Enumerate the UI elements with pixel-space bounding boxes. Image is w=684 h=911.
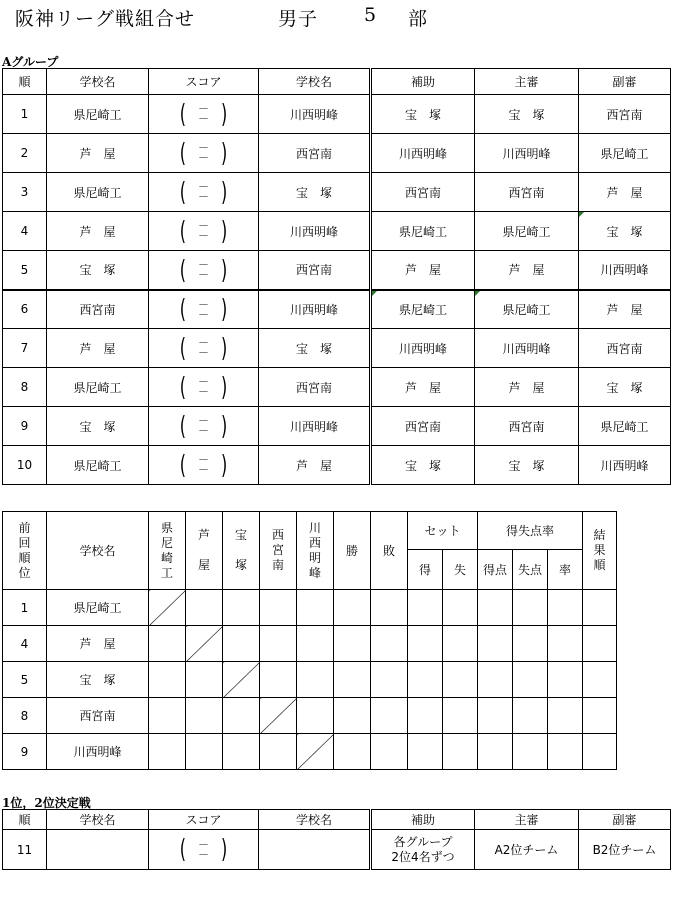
result-cell[interactable] bbox=[548, 698, 583, 734]
header-win: 勝 bbox=[334, 512, 371, 590]
score-dash: － － bbox=[198, 297, 209, 321]
match-row bbox=[3, 290, 671, 329]
result-cell[interactable] bbox=[260, 734, 297, 770]
result-cell[interactable] bbox=[443, 734, 478, 770]
school-b: 川西明峰 bbox=[259, 290, 371, 329]
header-points-lost: 失点 bbox=[513, 550, 548, 590]
sub-referee-school: 西宮南 bbox=[579, 329, 671, 368]
result-cell[interactable] bbox=[334, 734, 371, 770]
header-result-text: 結 果 順 bbox=[593, 528, 606, 572]
left-paren-icon: ( bbox=[179, 449, 186, 480]
school-a: 西宮南 bbox=[47, 290, 149, 329]
score-cell[interactable] bbox=[149, 290, 259, 329]
result-cell[interactable] bbox=[297, 590, 334, 626]
result-cell[interactable] bbox=[478, 734, 513, 770]
score-dash: － － bbox=[198, 375, 209, 399]
referee-school: 川西明峰 bbox=[475, 329, 579, 368]
result-cell[interactable] bbox=[260, 626, 297, 662]
school-name: 宝 塚 bbox=[47, 662, 149, 698]
referee-school: 芦 屋 bbox=[475, 368, 579, 407]
final-header-referee: 主審 bbox=[475, 810, 579, 830]
result-cell[interactable] bbox=[260, 590, 297, 626]
right-paren-icon: ) bbox=[221, 137, 228, 168]
score-cell[interactable] bbox=[149, 251, 259, 290]
result-cell[interactable] bbox=[443, 698, 478, 734]
result-cell[interactable] bbox=[548, 662, 583, 698]
school-b: 宝 塚 bbox=[259, 329, 371, 368]
school-a: 宝 塚 bbox=[47, 407, 149, 446]
sub-referee-school: 宝 塚 bbox=[579, 212, 671, 251]
match-row bbox=[3, 95, 671, 134]
header-set-won: 得 bbox=[408, 550, 443, 590]
match-no: 9 bbox=[3, 407, 47, 446]
result-cell[interactable] bbox=[408, 734, 443, 770]
match-no: 10 bbox=[3, 446, 47, 485]
prev-rank: 8 bbox=[3, 698, 47, 734]
score-dash: － － bbox=[198, 219, 209, 243]
result-cell[interactable] bbox=[513, 698, 548, 734]
standings-row bbox=[3, 626, 617, 662]
match-row bbox=[3, 173, 671, 212]
sub-referee-school: 芦 屋 bbox=[579, 173, 671, 212]
opponent-header-text: 西 宮 南 bbox=[271, 528, 284, 572]
assist-school: 西宮南 bbox=[371, 173, 475, 212]
final-header-assist: 補助 bbox=[371, 810, 475, 830]
header-ratio: 率 bbox=[548, 550, 583, 590]
school-b: 川西明峰 bbox=[259, 95, 371, 134]
match-no: 5 bbox=[3, 251, 47, 290]
prev-rank: 9 bbox=[3, 734, 47, 770]
left-paren-icon: ( bbox=[179, 137, 186, 168]
standings-row bbox=[3, 590, 617, 626]
result-cell[interactable] bbox=[478, 662, 513, 698]
school-a: 県尼崎工 bbox=[47, 173, 149, 212]
result-cell[interactable] bbox=[513, 662, 548, 698]
assist-school: 川西明峰 bbox=[371, 134, 475, 173]
left-paren-icon: ( bbox=[179, 176, 186, 207]
final-header-school-b: 学校名 bbox=[259, 810, 371, 830]
result-cell[interactable] bbox=[513, 734, 548, 770]
result-cell[interactable] bbox=[334, 590, 371, 626]
score-dash: － － bbox=[198, 414, 209, 438]
result-cell[interactable] bbox=[371, 662, 408, 698]
header-points-won: 得点 bbox=[478, 550, 513, 590]
right-paren-icon: ) bbox=[221, 410, 228, 441]
result-cell[interactable] bbox=[443, 626, 478, 662]
school-b: 西宮南 bbox=[259, 251, 371, 290]
left-paren-icon: ( bbox=[179, 371, 186, 402]
match-no: 3 bbox=[3, 173, 47, 212]
referee-school: 西宮南 bbox=[475, 407, 579, 446]
result-cell[interactable] bbox=[297, 698, 334, 734]
match-no: 1 bbox=[3, 95, 47, 134]
final-schedule-table bbox=[2, 809, 671, 870]
header-opp-3 bbox=[223, 512, 260, 590]
division-label: 男子 bbox=[278, 8, 319, 30]
final-match-no: 11 bbox=[3, 830, 47, 870]
match-row bbox=[3, 368, 671, 407]
standings-header-row-1 bbox=[3, 512, 617, 550]
self-match-diagonal bbox=[186, 626, 223, 662]
school-b: 川西明峰 bbox=[259, 212, 371, 251]
left-paren-icon: ( bbox=[179, 98, 186, 129]
school-a: 宝 塚 bbox=[47, 251, 149, 290]
school-name: 西宮南 bbox=[47, 698, 149, 734]
result-cell[interactable] bbox=[583, 734, 617, 770]
final-assist-text: 各グループ 2位4名ずつ bbox=[391, 834, 455, 864]
header-set-lost: 失 bbox=[443, 550, 478, 590]
match-no: 4 bbox=[3, 212, 47, 251]
school-name: 県尼崎工 bbox=[47, 590, 149, 626]
sub-referee-school: 川西明峰 bbox=[579, 251, 671, 290]
referee-school: 西宮南 bbox=[475, 173, 579, 212]
result-cell[interactable] bbox=[408, 626, 443, 662]
final-school-a-cell[interactable] bbox=[47, 830, 149, 870]
match-no: 7 bbox=[3, 329, 47, 368]
opponent-header-text: 宝 塚 bbox=[234, 528, 247, 572]
header-prev-rank bbox=[3, 512, 47, 590]
result-cell[interactable] bbox=[548, 590, 583, 626]
right-paren-icon: ) bbox=[221, 371, 228, 402]
match-no: 2 bbox=[3, 134, 47, 173]
referee-school: 県尼崎工 bbox=[475, 290, 579, 329]
score-cell[interactable] bbox=[149, 407, 259, 446]
header-result bbox=[583, 512, 617, 590]
division-number: 5 bbox=[364, 4, 378, 26]
school-b: 西宮南 bbox=[259, 368, 371, 407]
sub-referee-school: 宝 塚 bbox=[579, 368, 671, 407]
left-paren-icon: ( bbox=[179, 215, 186, 246]
final-assist bbox=[371, 830, 475, 870]
score-cell[interactable] bbox=[149, 134, 259, 173]
group-a-label: Aグループ bbox=[2, 55, 59, 69]
result-cell[interactable] bbox=[334, 626, 371, 662]
standings-row bbox=[3, 698, 617, 734]
result-cell[interactable] bbox=[223, 590, 260, 626]
group-a-schedule-table bbox=[2, 68, 671, 485]
result-cell[interactable] bbox=[149, 662, 186, 698]
referee-school: 宝 塚 bbox=[475, 95, 579, 134]
header-school-a: 学校名 bbox=[47, 69, 149, 95]
score-cell[interactable] bbox=[149, 173, 259, 212]
result-cell[interactable] bbox=[478, 698, 513, 734]
result-cell[interactable] bbox=[583, 662, 617, 698]
right-paren-icon: ) bbox=[221, 332, 228, 363]
group-a-header-row bbox=[3, 69, 671, 95]
final-sub-referee: B2位チーム bbox=[579, 830, 671, 870]
result-cell[interactable] bbox=[478, 626, 513, 662]
opponent-header-text: 芦 屋 bbox=[197, 528, 210, 572]
header-referee: 主審 bbox=[475, 69, 579, 95]
result-cell[interactable] bbox=[583, 626, 617, 662]
left-paren-icon: ( bbox=[179, 253, 186, 285]
assist-school: 芦 屋 bbox=[371, 251, 475, 290]
result-cell[interactable] bbox=[513, 590, 548, 626]
result-cell[interactable] bbox=[548, 734, 583, 770]
result-cell[interactable] bbox=[583, 698, 617, 734]
header-school-b: 学校名 bbox=[259, 69, 371, 95]
assist-school: 宝 塚 bbox=[371, 446, 475, 485]
school-a: 芦 屋 bbox=[47, 134, 149, 173]
self-match-diagonal bbox=[260, 698, 297, 734]
score-dash: － － bbox=[198, 336, 209, 360]
final-match-row bbox=[3, 830, 671, 870]
match-row bbox=[3, 134, 671, 173]
result-cell[interactable] bbox=[408, 590, 443, 626]
school-a: 県尼崎工 bbox=[47, 368, 149, 407]
right-paren-icon: ) bbox=[221, 293, 228, 324]
final-header-school-a: 学校名 bbox=[47, 810, 149, 830]
header-set: セット bbox=[408, 512, 478, 550]
sub-referee-school: 県尼崎工 bbox=[579, 407, 671, 446]
right-paren-icon: ) bbox=[221, 98, 228, 129]
school-a: 県尼崎工 bbox=[47, 95, 149, 134]
score-dash: － － bbox=[198, 141, 209, 165]
right-paren-icon: ) bbox=[221, 833, 228, 864]
result-cell[interactable] bbox=[371, 626, 408, 662]
school-name: 川西明峰 bbox=[47, 734, 149, 770]
match-row bbox=[3, 407, 671, 446]
score-dash: － － bbox=[198, 102, 209, 126]
opponent-header-text: 川 西 明 峰 bbox=[308, 520, 321, 580]
result-cell[interactable] bbox=[186, 662, 223, 698]
score-cell[interactable] bbox=[149, 212, 259, 251]
referee-school: 宝 塚 bbox=[475, 446, 579, 485]
assist-school: 西宮南 bbox=[371, 407, 475, 446]
sub-referee-school: 県尼崎工 bbox=[579, 134, 671, 173]
school-name: 芦 屋 bbox=[47, 626, 149, 662]
school-b: 芦 屋 bbox=[259, 446, 371, 485]
school-a: 芦 屋 bbox=[47, 329, 149, 368]
result-cell[interactable] bbox=[149, 626, 186, 662]
result-cell[interactable] bbox=[443, 662, 478, 698]
left-paren-icon: ( bbox=[179, 410, 186, 441]
school-a: 県尼崎工 bbox=[47, 446, 149, 485]
final-header-sub-referee: 副審 bbox=[579, 810, 671, 830]
header-opp-2 bbox=[186, 512, 223, 590]
result-cell[interactable] bbox=[149, 734, 186, 770]
match-row bbox=[3, 446, 671, 485]
header-points-ratio: 得失点率 bbox=[478, 512, 583, 550]
referee-school: 川西明峰 bbox=[475, 134, 579, 173]
standings-row bbox=[3, 734, 617, 770]
final-header-no: 順 bbox=[3, 810, 47, 830]
score-dash: － － bbox=[198, 258, 209, 281]
final-score-cell[interactable] bbox=[149, 830, 259, 870]
prev-rank: 4 bbox=[3, 626, 47, 662]
result-cell[interactable] bbox=[297, 626, 334, 662]
match-no: 6 bbox=[3, 290, 47, 329]
score-cell[interactable] bbox=[149, 446, 259, 485]
header-opp-4 bbox=[260, 512, 297, 590]
result-cell[interactable] bbox=[334, 662, 371, 698]
match-row bbox=[3, 251, 671, 290]
result-cell[interactable] bbox=[334, 698, 371, 734]
result-cell[interactable] bbox=[443, 590, 478, 626]
header-score: スコア bbox=[149, 69, 259, 95]
final-header-row bbox=[3, 810, 671, 830]
match-row bbox=[3, 212, 671, 251]
result-cell[interactable] bbox=[223, 626, 260, 662]
result-cell[interactable] bbox=[408, 698, 443, 734]
sub-referee-school: 西宮南 bbox=[579, 95, 671, 134]
header-opp-1 bbox=[149, 512, 186, 590]
referee-school: 県尼崎工 bbox=[475, 212, 579, 251]
score-cell[interactable] bbox=[149, 368, 259, 407]
division-suffix: 部 bbox=[408, 8, 429, 30]
result-cell[interactable] bbox=[223, 734, 260, 770]
match-row bbox=[3, 329, 671, 368]
self-match-diagonal bbox=[297, 734, 334, 770]
school-b: 川西明峰 bbox=[259, 407, 371, 446]
opponent-header-text: 県 尼 崎 工 bbox=[160, 520, 173, 580]
right-paren-icon: ) bbox=[221, 215, 228, 246]
header-sub-referee: 副審 bbox=[579, 69, 671, 95]
score-dash: － － bbox=[198, 180, 209, 204]
right-paren-icon: ) bbox=[221, 176, 228, 207]
referee-school: 芦 屋 bbox=[475, 251, 579, 290]
final-header-score: スコア bbox=[149, 810, 259, 830]
result-cell[interactable] bbox=[408, 662, 443, 698]
final-school-b-cell[interactable] bbox=[259, 830, 371, 870]
score-cell[interactable] bbox=[149, 329, 259, 368]
result-cell[interactable] bbox=[371, 698, 408, 734]
assist-school: 川西明峰 bbox=[371, 329, 475, 368]
score-dash: － － bbox=[198, 837, 209, 861]
header-no: 順 bbox=[3, 69, 47, 95]
prev-rank: 1 bbox=[3, 590, 47, 626]
standings-table bbox=[2, 511, 617, 770]
school-b: 西宮南 bbox=[259, 134, 371, 173]
assist-school: 県尼崎工 bbox=[371, 212, 475, 251]
left-paren-icon: ( bbox=[179, 833, 186, 864]
final-referee: A2位チーム bbox=[475, 830, 579, 870]
result-cell[interactable] bbox=[478, 590, 513, 626]
page-title: 阪神リーグ戦組合せ bbox=[15, 8, 196, 30]
prev-rank: 5 bbox=[3, 662, 47, 698]
school-b: 宝 塚 bbox=[259, 173, 371, 212]
left-paren-icon: ( bbox=[179, 332, 186, 363]
self-match-diagonal bbox=[149, 590, 186, 626]
final-label: 1位，2位決定戦 bbox=[2, 796, 91, 810]
standings-row bbox=[3, 662, 617, 698]
result-cell[interactable] bbox=[371, 590, 408, 626]
result-cell[interactable] bbox=[548, 626, 583, 662]
header-prev-rank-text: 前 回 順 位 bbox=[18, 520, 31, 580]
header-opp-5 bbox=[297, 512, 334, 590]
right-paren-icon: ) bbox=[221, 449, 228, 480]
left-paren-icon: ( bbox=[179, 293, 186, 324]
result-cell[interactable] bbox=[371, 734, 408, 770]
header-school: 学校名 bbox=[47, 512, 149, 590]
result-cell[interactable] bbox=[223, 698, 260, 734]
right-paren-icon: ) bbox=[221, 253, 228, 285]
score-cell[interactable] bbox=[149, 95, 259, 134]
match-no: 8 bbox=[3, 368, 47, 407]
result-cell[interactable] bbox=[186, 590, 223, 626]
result-cell[interactable] bbox=[186, 698, 223, 734]
assist-school: 宝 塚 bbox=[371, 95, 475, 134]
result-cell[interactable] bbox=[186, 734, 223, 770]
assist-school: 県尼崎工 bbox=[371, 290, 475, 329]
school-a: 芦 屋 bbox=[47, 212, 149, 251]
assist-school: 芦 屋 bbox=[371, 368, 475, 407]
result-cell[interactable] bbox=[149, 698, 186, 734]
sub-referee-school: 芦 屋 bbox=[579, 290, 671, 329]
result-cell[interactable] bbox=[260, 662, 297, 698]
header-assist: 補助 bbox=[371, 69, 475, 95]
result-cell[interactable] bbox=[513, 626, 548, 662]
result-cell[interactable] bbox=[583, 590, 617, 626]
result-cell[interactable] bbox=[297, 662, 334, 698]
self-match-diagonal bbox=[223, 662, 260, 698]
score-dash: － － bbox=[198, 453, 209, 477]
sub-referee-school: 川西明峰 bbox=[579, 446, 671, 485]
header-lose: 敗 bbox=[371, 512, 408, 590]
